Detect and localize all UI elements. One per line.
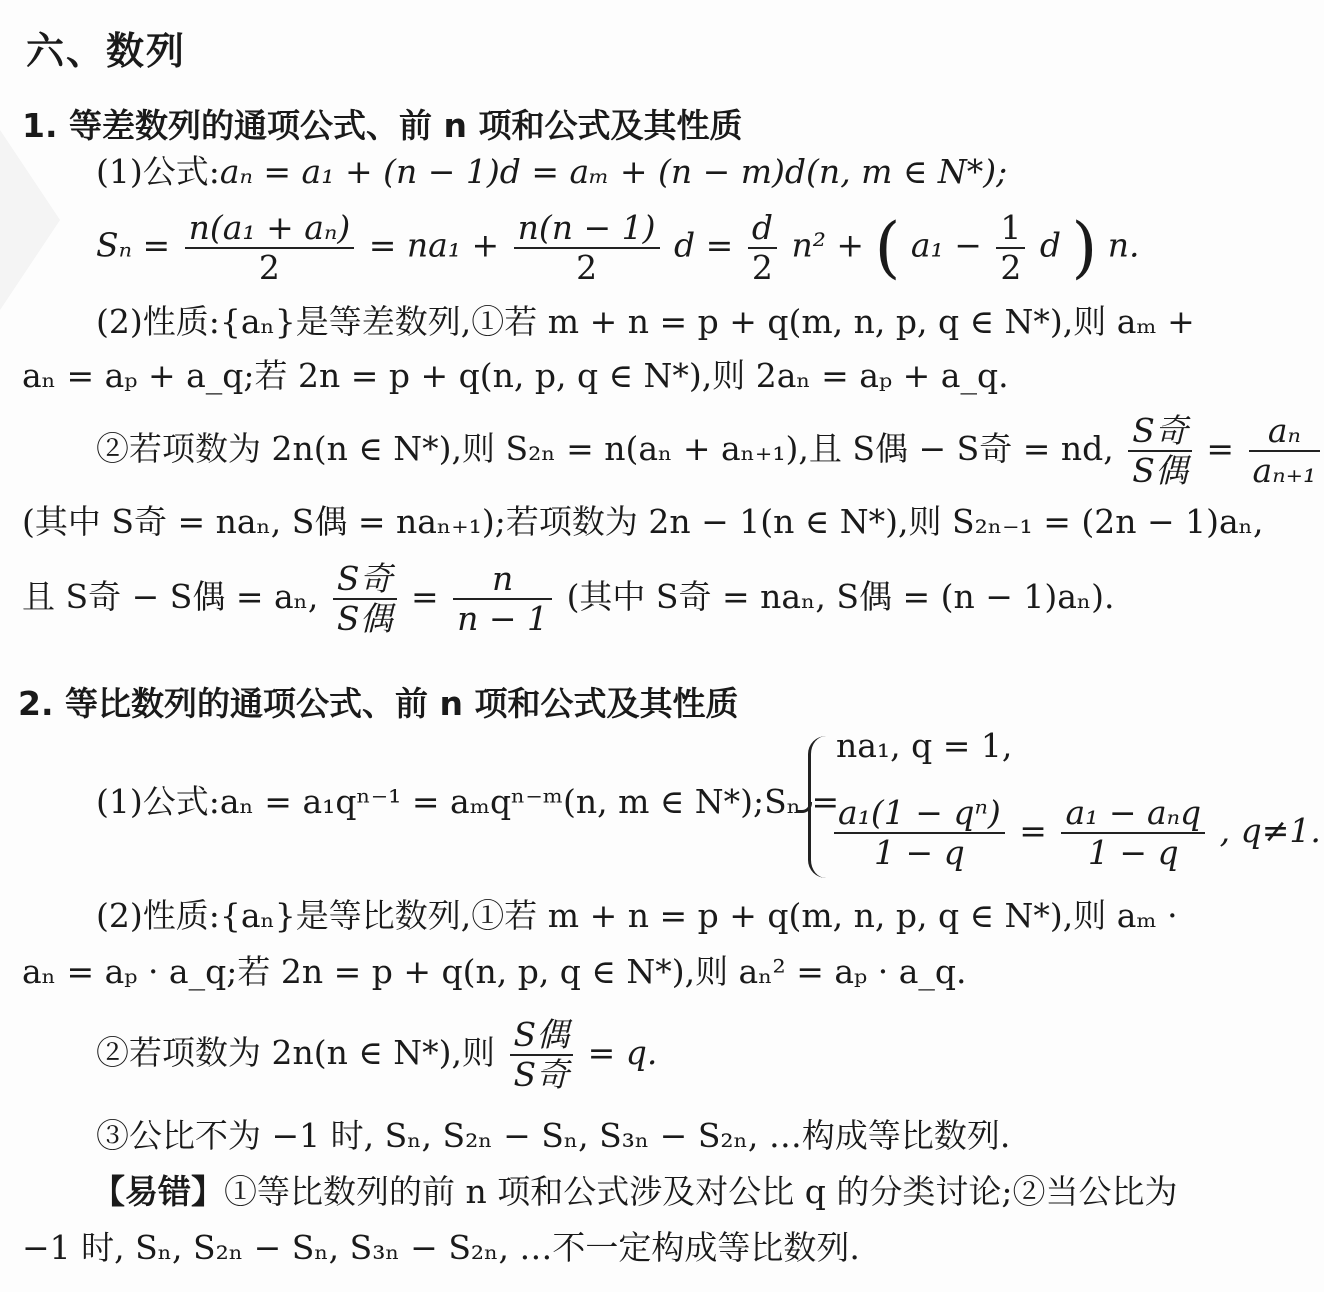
arith-property-line-2: aₙ = aₚ + a_q;若 2n = p + q(n, p, q ∈ N*),则 2aₙ = aₚ + a_q. <box>22 356 1009 395</box>
arith-formula-body: aₙ = a₁ + (n − 1)d = aₘ + (n − m)d(n, m ∈ N*); <box>219 152 1008 191</box>
sum-lhs: Sₙ = <box>96 225 171 265</box>
heading-arithmetic: 1. 等差数列的通项公式、前 n 项和公式及其性质 <box>22 106 743 145</box>
prop2-eq2: = <box>411 576 439 616</box>
prop2-line3-a: 且 S奇 − S偶 = aₙ, <box>22 576 319 616</box>
error-note-line-2: −1 时, Sₙ, S₂ₙ − Sₙ, S₃ₙ − S₂ₙ, …不一定构成等比数列. <box>22 1228 860 1267</box>
sum-fraction-4 <box>996 209 1025 287</box>
fraction-denominator: 2 <box>576 247 598 287</box>
fraction-denominator: 2 <box>1000 247 1022 287</box>
fraction-denominator: 2 <box>258 247 280 287</box>
fraction-denominator: S偶 <box>336 598 393 638</box>
prop2-fraction-2 <box>1249 412 1321 490</box>
geom-property-2 <box>96 1016 657 1094</box>
geom-case-2 <box>830 794 1321 872</box>
geom-prop2-a: ②若项数为 2n(n ∈ N*),则 <box>96 1032 496 1072</box>
sum-d: d = <box>674 225 734 265</box>
fraction-numerator: n <box>453 560 552 600</box>
fraction-numerator: S偶 <box>510 1016 574 1056</box>
sum-paren-d: d <box>1039 225 1061 265</box>
arith-property-2 <box>96 412 1324 490</box>
fraction-denominator: n − 1 <box>457 598 549 638</box>
fraction-numerator: S奇 <box>333 560 397 600</box>
geom-property-3: ③公比不为 −1 时, Sₙ, S₂ₙ − Sₙ, S₃ₙ − S₂ₙ, …构成等比数列. <box>96 1116 1011 1155</box>
sum-mid: = na₁ + <box>368 225 500 265</box>
arith-formula-prefix: (1)公式: <box>96 152 220 191</box>
geom-case2-eq: = <box>1019 810 1047 850</box>
fraction-numerator: n(n − 1) <box>514 209 660 249</box>
fraction-denominator: 1 − q <box>874 832 965 872</box>
geom-fraction-2 <box>1061 794 1205 872</box>
prop2-eq: = <box>1206 428 1235 468</box>
sum-fraction-2 <box>514 209 660 287</box>
fraction-denominator: S偶 <box>1132 450 1188 490</box>
error-text-1: ①等比数列的前 n 项和公式涉及对公比 q 的分类讨论;②当公比为 <box>224 1172 1178 1211</box>
fraction-numerator: n(a₁ + aₙ) <box>185 209 355 249</box>
fraction-numerator: S奇 <box>1128 412 1192 452</box>
fraction-denominator: 2 <box>751 247 773 287</box>
sum-fraction-3 <box>748 209 777 287</box>
fraction-denominator: 1 − q <box>1087 832 1179 872</box>
sum-n2: n² + <box>791 225 865 265</box>
error-label: 【易错】 <box>92 1172 224 1211</box>
fraction-numerator: aₙ <box>1249 412 1321 452</box>
prop2-fraction-1 <box>1128 412 1192 490</box>
fraction-denominator: aₙ₊₁ <box>1252 450 1317 490</box>
right-paren: ) <box>1071 209 1098 286</box>
geom-property-line-2: aₙ = aₚ · a_q;若 2n = p + q(n, p, q ∈ N*),则 aₙ² = aₚ · a_q. <box>22 952 967 991</box>
fraction-numerator: a₁(1 − qⁿ) <box>834 794 1005 834</box>
geom-fraction-1 <box>834 794 1005 872</box>
fraction-denominator: S奇 <box>513 1054 570 1094</box>
fraction-numerator: a₁ − aₙq <box>1061 794 1205 834</box>
geom-formula: (1)公式:aₙ = a₁qⁿ⁻¹ = aₘqⁿ⁻ᵐ(n, m ∈ N*);Sₙ = <box>96 782 840 821</box>
sum-paren-a: a₁ − <box>910 225 982 265</box>
arith-formula <box>96 152 1007 192</box>
heading-geometric: 2. 等比数列的通项公式、前 n 项和公式及其性质 <box>18 684 739 723</box>
arith-property-line-1: (2)性质:{aₙ}是等差数列,①若 m + n = p + q(m, n, p, q ∈ N*),则 aₘ + <box>96 302 1195 341</box>
error-note-line-1 <box>92 1172 1177 1212</box>
geom-prop2-b: = q. <box>587 1032 658 1072</box>
fraction-numerator: d <box>748 209 777 249</box>
section-title: 六、数列 <box>26 29 187 73</box>
sum-end: n. <box>1107 225 1140 265</box>
geom-case2-cond: , q≠1. <box>1219 810 1321 850</box>
fraction-numerator: 1 <box>996 209 1025 249</box>
geom-property-line-1: (2)性质:{aₙ}是等比数列,①若 m + n = p + q(m, n, p, q ∈ N*),则 aₘ · <box>96 896 1178 935</box>
prop2-fraction-3 <box>333 560 397 638</box>
geom-prop2-fraction <box>510 1016 574 1094</box>
arith-property-2-line-2: (其中 S奇 = naₙ, S偶 = naₙ₊₁);若项数为 2n − 1(n ∈ N*),则 S₂ₙ₋₁ = (2n − 1)aₙ, <box>22 502 1264 541</box>
background-shape <box>0 130 60 310</box>
arith-sum-formula <box>96 208 1139 287</box>
prop2-line3-b: (其中 S奇 = naₙ, S偶 = (n − 1)aₙ). <box>566 576 1115 616</box>
arith-property-2-line-3 <box>22 560 1115 638</box>
geom-case-1: na₁, q = 1, <box>836 726 1013 765</box>
left-paren: ( <box>874 209 901 286</box>
prop2-fraction-4 <box>453 560 552 638</box>
prop2-text: ②若项数为 2n(n ∈ N*),则 S₂ₙ = n(aₙ + aₙ₊₁),且 S偶 − S奇 = nd, <box>96 428 1114 468</box>
sum-fraction-1 <box>185 209 355 287</box>
